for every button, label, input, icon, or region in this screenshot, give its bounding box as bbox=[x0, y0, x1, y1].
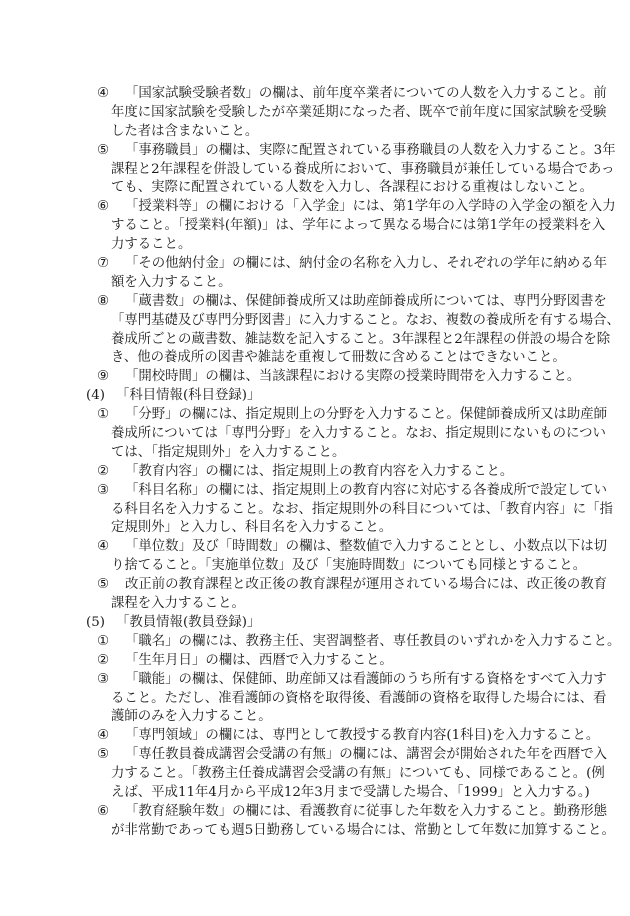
list-item bbox=[0, 293, 630, 369]
text-line bbox=[0, 406, 630, 425]
line-text: 「専門領域」の欄には、専門として教授する教育内容(1科目)を入力すること。 bbox=[125, 728, 600, 744]
text-line bbox=[0, 576, 630, 595]
line-text: えば、平成11年4月から平成12年3月まで受講した場合、「1999」と入力する。) bbox=[111, 784, 590, 800]
line-text: 「開校時間」の欄は、当該課程における実際の授業時間帯を入力すること。 bbox=[125, 369, 581, 385]
item-marker: ⑤ bbox=[97, 142, 110, 158]
line-text: 「その他納付金」の欄には、納付金の名称を入力し、それぞれの学年に納める年 bbox=[125, 256, 608, 272]
text-line bbox=[0, 803, 630, 822]
text-line bbox=[0, 690, 630, 709]
line-text: 課程を入力すること。 bbox=[111, 596, 245, 612]
item-marker: ② bbox=[97, 652, 110, 668]
text-line bbox=[0, 595, 630, 614]
list-item bbox=[0, 746, 630, 803]
item-marker: ① bbox=[97, 633, 110, 649]
text-line bbox=[0, 482, 630, 501]
list-item bbox=[0, 142, 630, 199]
text-line bbox=[0, 104, 630, 123]
line-text: 定規則外」と入力し、科目名を入力すること。 bbox=[111, 520, 393, 536]
list-item bbox=[0, 368, 630, 387]
item-marker: ⑥ bbox=[97, 803, 110, 819]
line-text: ては、「指定規則外」を入力すること。 bbox=[111, 444, 346, 460]
line-text: 「教育経験年数」の欄には、看護教育に従事した年数を入力すること。勤務形態 bbox=[125, 803, 608, 819]
line-text: ること。ただし、准看護師の資格を取得後、看護師の資格を取得した場合には、看 bbox=[111, 690, 607, 706]
text-line bbox=[0, 652, 630, 671]
text-line bbox=[0, 255, 630, 274]
section-heading bbox=[0, 387, 630, 406]
line-text: した者は含まないこと。 bbox=[111, 123, 259, 139]
item-marker: ④ bbox=[97, 86, 110, 101]
text-line bbox=[0, 217, 630, 236]
text-line bbox=[0, 293, 630, 312]
line-text: 「事務職員」の欄は、実際に配置されている事務職員の人数を入力すること。3年 bbox=[125, 142, 616, 158]
line-text: り捨てること。「実施単位数」及び「実施時間数」についても同様とすること。 bbox=[111, 558, 587, 574]
text-line bbox=[0, 161, 630, 180]
text-line bbox=[0, 198, 630, 217]
item-marker: ④ bbox=[97, 728, 110, 744]
text-line bbox=[0, 708, 630, 727]
item-marker: ③ bbox=[97, 482, 110, 498]
text-line bbox=[0, 444, 630, 463]
item-marker: ⑨ bbox=[97, 369, 110, 385]
text-line bbox=[0, 331, 630, 350]
text-line bbox=[0, 784, 630, 803]
line-text: き、他の養成所の図書や雑誌を重複して冊数に含めることはできないこと。 bbox=[111, 350, 566, 366]
section-heading bbox=[0, 614, 630, 633]
line-text: 「蔵書数」の欄は、保健師養成所又は助産師養成所については、専門分野図書を bbox=[125, 293, 607, 309]
list-item bbox=[0, 538, 630, 576]
text-line bbox=[0, 614, 630, 633]
text-line bbox=[0, 274, 630, 293]
line-text: 「専任教員養成講習会受講の有無」の欄には、講習会が開始された年を西暦で入 bbox=[125, 747, 608, 763]
line-text: ても、実際に配置されている人数を入力し、各課程における重複はしないこと。 bbox=[111, 180, 594, 196]
text-line bbox=[0, 765, 630, 784]
line-text: 「科目情報(科目登録)」 bbox=[116, 388, 261, 404]
list-item bbox=[0, 633, 630, 652]
line-text: 力すること。 bbox=[111, 237, 192, 253]
item-marker: ② bbox=[97, 463, 110, 479]
text-line bbox=[0, 425, 630, 444]
list-item bbox=[0, 803, 630, 841]
text-line bbox=[0, 387, 630, 406]
text-line bbox=[0, 519, 630, 538]
item-marker: ④ bbox=[97, 539, 110, 555]
list-item bbox=[0, 255, 630, 293]
text-line bbox=[0, 822, 630, 841]
line-text: 「教育内容」の欄には、指定規則上の教育内容を入力すること。 bbox=[125, 463, 514, 479]
line-text: 「専門基礎及び専門分野図書」に入力すること。なお、複数の養成所を有する場合、 bbox=[111, 312, 620, 328]
text-line bbox=[0, 312, 630, 331]
item-marker: (4) bbox=[86, 388, 105, 404]
line-text: 「生年月日」の欄は、西暦で入力すること。 bbox=[125, 652, 393, 668]
line-text: 護師のみを入力すること。 bbox=[111, 709, 272, 725]
text-line bbox=[0, 179, 630, 198]
list-item bbox=[0, 198, 630, 255]
line-text: が非常勤であっても週5日勤務している場合には、常勤として年数に加算すること。 bbox=[111, 822, 615, 838]
list-item bbox=[0, 85, 630, 142]
text-line bbox=[0, 633, 630, 652]
item-marker: ⑤ bbox=[97, 577, 110, 593]
line-text: 「職名」の欄には、教務主任、実習調整者、専任教員のいずれかを入力すること。 bbox=[125, 633, 621, 649]
item-marker: ⑦ bbox=[97, 256, 110, 272]
line-text: 「分野」の欄には、指定規則上の分野を入力すること。保健師養成所又は助産師 bbox=[125, 407, 608, 423]
line-text: 「職能」の欄は、保健師、助産師又は看護師のうち所有する資格をすべて入力す bbox=[125, 671, 607, 687]
text-line bbox=[0, 368, 630, 387]
line-text: 力すること。「教務主任養成講習会受講の有無」についても、同様であること。(例 bbox=[111, 766, 605, 782]
list-item bbox=[0, 727, 630, 746]
text-line bbox=[0, 746, 630, 765]
item-marker: ① bbox=[97, 407, 110, 423]
item-marker: (5) bbox=[86, 614, 105, 630]
item-marker: ⑧ bbox=[97, 293, 110, 309]
line-text: 養成所については「専門分野」を入力すること。なお、指定規則にないものについ bbox=[111, 426, 606, 442]
line-text: すること。「授業料(年額)」は、学年によって異なる場合には第1学年の授業料を入 bbox=[111, 218, 606, 234]
item-marker: ⑥ bbox=[97, 199, 110, 215]
text-line bbox=[0, 85, 630, 104]
line-text: 「授業料等」の欄における「入学金」には、第1学年の入学時の入学金の額を入力 bbox=[125, 199, 616, 215]
list-item bbox=[0, 463, 630, 482]
line-text: 額を入力すること。 bbox=[111, 274, 232, 290]
line-text: 「国家試験受験者数」の欄は、前年度卒業者についての人数を入力すること。前 bbox=[125, 86, 607, 101]
line-text: る科目名を入力すること。なお、指定規則外の科目については、「教育内容」に「指 bbox=[111, 501, 613, 517]
text-line bbox=[0, 142, 630, 161]
text-line bbox=[0, 557, 630, 576]
text-line bbox=[0, 727, 630, 746]
line-text: 課程と2年課程を併設している養成所において、事務職員が兼任している場合であっ bbox=[111, 161, 615, 177]
list-item bbox=[0, 652, 630, 671]
line-text: 養成所ごとの蔵書数、雑誌数を記入すること。3年課程と2年課程の併設の場合を除 bbox=[111, 331, 611, 347]
line-text: 「単位数」及び「時間数」の欄は、整数値で入力することとし、小数点以下は切 bbox=[125, 539, 608, 555]
text-line bbox=[0, 236, 630, 255]
list-item bbox=[0, 671, 630, 728]
text-line bbox=[0, 671, 630, 690]
line-text: 改正前の教育課程と改正後の教育課程が運用されている場合には、改正後の教育 bbox=[125, 577, 608, 593]
list-item bbox=[0, 576, 630, 614]
line-text: 「科目名称」の欄には、指定規則上の教育内容に対応する各養成所で設定してい bbox=[125, 482, 608, 498]
line-text: 年度に国家試験を受験したが卒業延期になった者、既卒で前年度に国家試験を受験 bbox=[111, 104, 607, 120]
line-text: 「教員情報(教員登録)」 bbox=[116, 614, 261, 630]
text-line bbox=[0, 349, 630, 368]
text-line bbox=[0, 501, 630, 520]
text-line bbox=[0, 538, 630, 557]
text-line bbox=[0, 123, 630, 142]
list-item bbox=[0, 406, 630, 463]
item-marker: ③ bbox=[97, 671, 110, 687]
text-line bbox=[0, 463, 630, 482]
document-body bbox=[0, 85, 630, 841]
list-item bbox=[0, 482, 630, 539]
item-marker: ⑤ bbox=[97, 747, 110, 763]
